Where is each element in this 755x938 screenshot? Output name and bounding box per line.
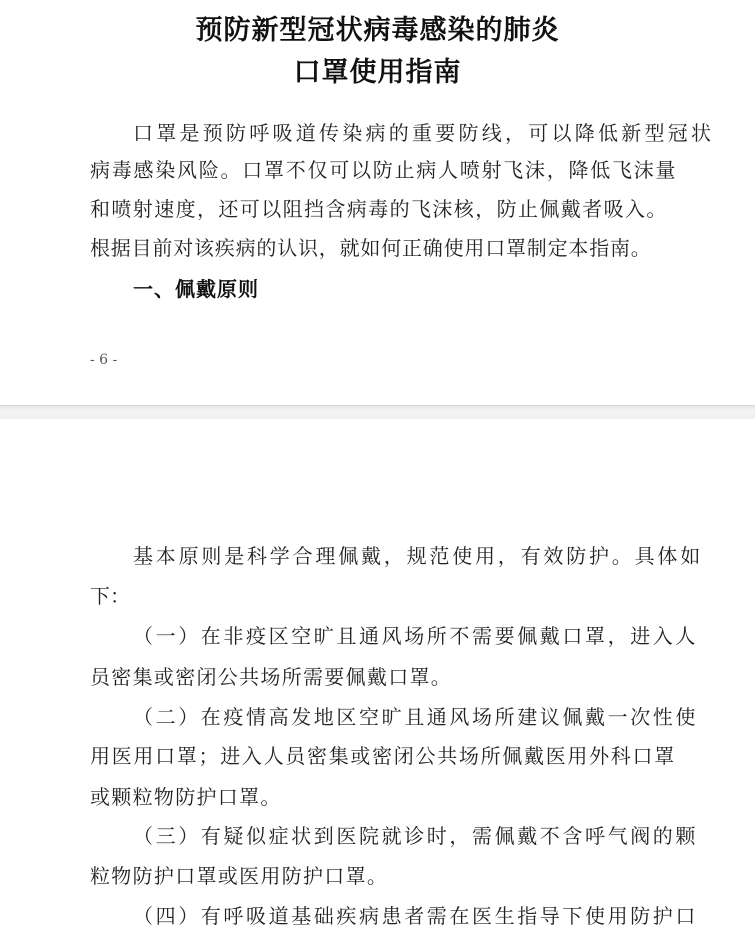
document-title-line-2: 口罩使用指南 bbox=[293, 57, 462, 88]
principle-item-1-line-2: 员密集或密闭公共场所需要佩戴口罩。 bbox=[90, 665, 453, 689]
principle-line-2: 下： bbox=[90, 584, 130, 608]
intro-paragraph-line-3: 和喷射速度，还可以阻挡含病毒的飞沫核，防止佩戴者吸入。 bbox=[90, 197, 668, 221]
principle-item-2-line-1: （二）在疫情高发地区空旷且通风场所建议佩戴一次性使 bbox=[133, 705, 698, 729]
section-heading: 一、佩戴原则 bbox=[133, 277, 259, 301]
principle-item-3-line-1: （三）有疑似症状到医院就诊时，需佩戴不含呼气阀的颗 bbox=[133, 824, 698, 848]
principle-item-1-line-1: （一）在非疫区空旷且通风场所不需要佩戴口罩，进入人 bbox=[133, 624, 698, 648]
document-page-7 bbox=[0, 419, 755, 938]
principle-item-2-line-3: 或颗粒物防护口罩。 bbox=[90, 785, 282, 809]
page-number: - 6 - bbox=[90, 352, 118, 368]
page-separator bbox=[0, 405, 755, 420]
intro-paragraph-line-2: 病毒感染风险。口罩不仅可以防止病人喷射飞沫，降低飞沫量 bbox=[90, 158, 678, 182]
intro-paragraph-line-4: 根据目前对该疾病的认识，就如何正确使用口罩制定本指南。 bbox=[90, 236, 652, 260]
principle-item-2-line-2: 用医用口罩；进入人员密集或密闭公共场所佩戴医用外科口罩 bbox=[90, 744, 676, 768]
principle-line-1: 基本原则是科学合理佩戴，规范使用，有效防护。具体如 bbox=[133, 544, 703, 568]
document-page-6 bbox=[0, 0, 755, 405]
intro-paragraph-line-1: 口罩是预防呼吸道传染病的重要防线，可以降低新型冠状 bbox=[133, 121, 715, 145]
document-title-line-1: 预防新型冠状病毒感染的肺炎 bbox=[195, 15, 560, 46]
principle-item-3-line-2: 粒物防护口罩或医用防护口罩。 bbox=[90, 864, 389, 888]
principle-item-4-line-1: （四）有呼吸道基础疾病患者需在医生指导下使用防护口 bbox=[133, 904, 698, 928]
